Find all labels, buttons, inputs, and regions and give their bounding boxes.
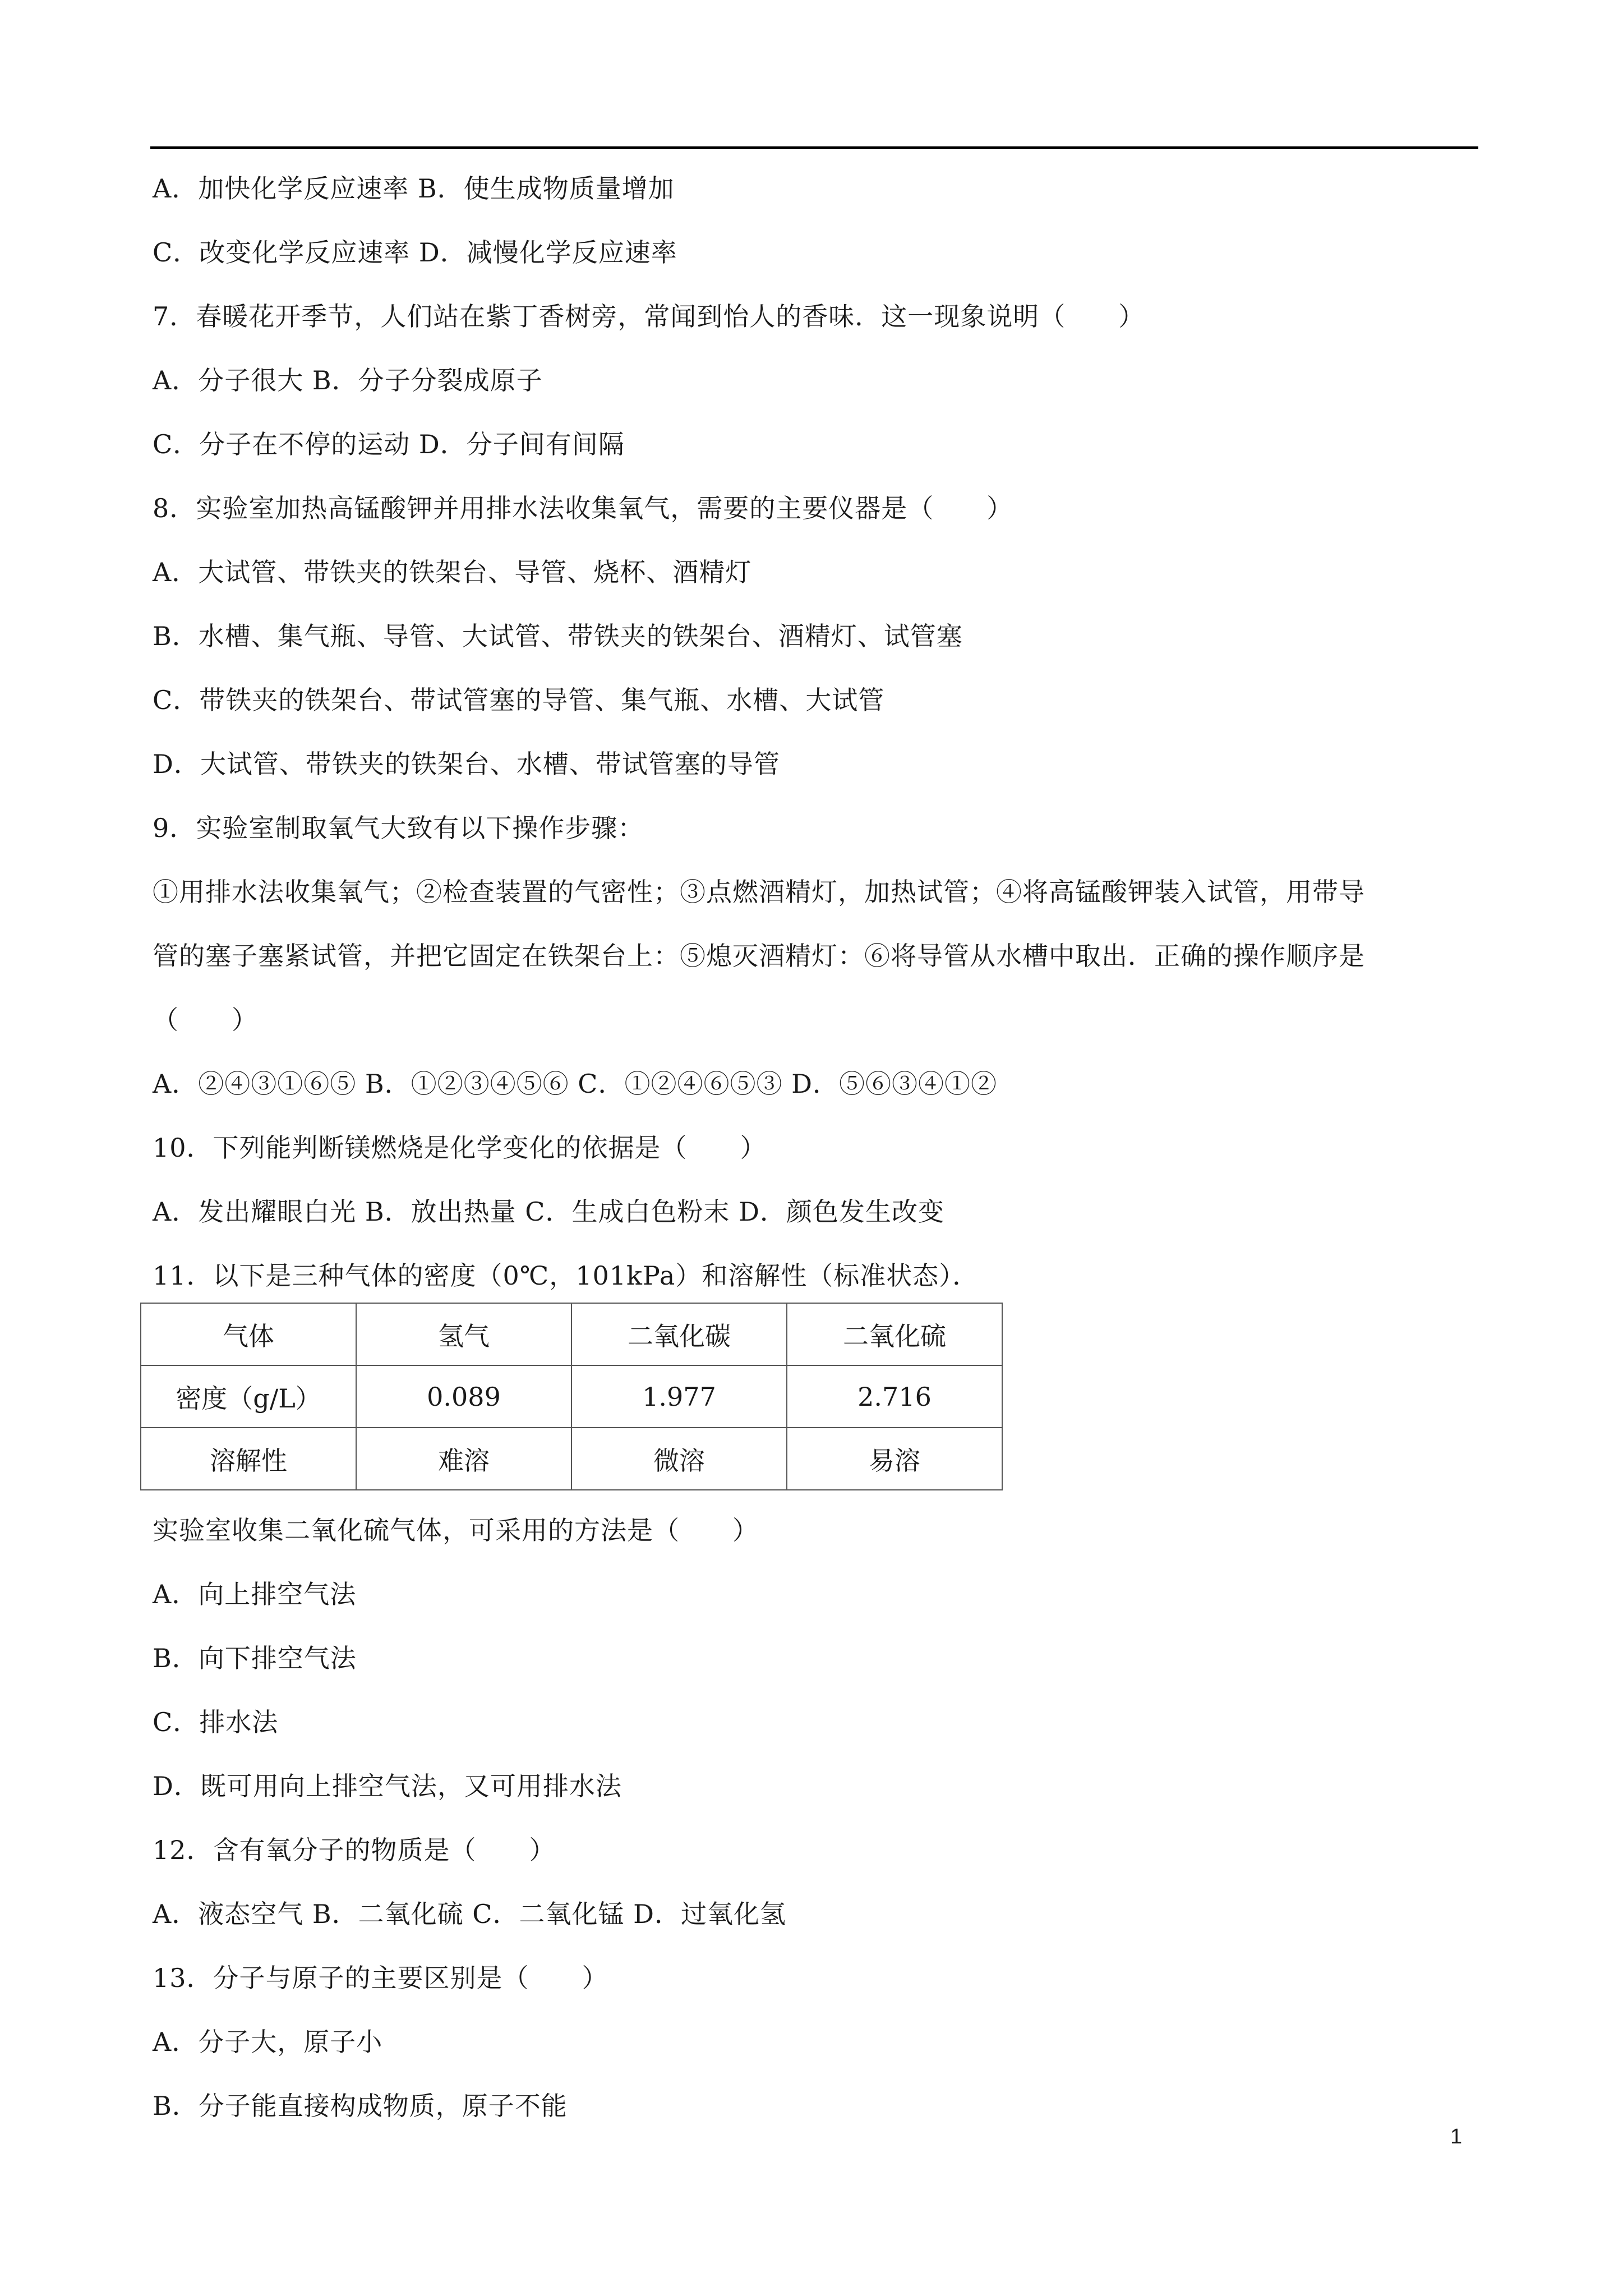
table-cell: 1.977 [571,1365,787,1428]
q7-option-ab: A．分子很大 B．分子分裂成原子 [153,365,543,395]
table-cell: 微溶 [571,1428,787,1490]
header-rule [150,146,1478,149]
table-row [141,1365,1002,1428]
table-cell: 氢气 [356,1303,571,1365]
table-cell: 二氧化硫 [787,1303,1002,1365]
q8-option-b: B．水槽、集气瓶、导管、大试管、带铁夹的铁架台、酒精灯、试管塞 [153,621,963,651]
q7-stem: 7．春暖花开季节，人们站在紫丁香树旁，常闻到怡人的香味．这一现象说明（ ） [153,301,1145,332]
table-cell: 密度（g/L） [141,1365,356,1428]
q6-option-cd: C．改变化学反应速率 D．减慢化学反应速率 [153,237,677,268]
table-row [141,1303,1002,1365]
q7-option-cd: C．分子在不停的运动 D．分子间有间隔 [153,429,625,459]
q8-option-a: A．大试管、带铁夹的铁架台、导管、烧杯、酒精灯 [153,557,752,587]
q8-option-d: D．大试管、带铁夹的铁架台、水槽、带试管塞的导管 [153,749,780,779]
q6-option-ab: A．加快化学反应速率 B．使生成物质量增加 [153,173,675,204]
q8-stem: 8．实验室加热高锰酸钾并用排水法收集氧气，需要的主要仪器是（ ） [153,493,1013,523]
q11-option-d: D．既可用向上排空气法，又可用排水法 [153,1771,622,1801]
q12-options: A．液态空气 B．二氧化硫 C．二氧化锰 D．过氧化氢 [153,1899,786,1929]
q9-blank: （ ） [153,1005,258,1035]
table-row [141,1428,1002,1490]
table-cell: 难溶 [356,1428,571,1490]
table-cell: 2.716 [787,1365,1002,1428]
q11-option-b: B．向下排空气法 [153,1643,357,1673]
table-cell: 二氧化碳 [571,1303,787,1365]
q11-option-a: A．向上排空气法 [153,1579,357,1609]
q10-stem: 10．下列能判断镁燃烧是化学变化的依据是（ ） [153,1133,767,1163]
q9-options: A．②④③①⑥⑤ B．①②③④⑤⑥ C．①②④⑥⑤③ D．⑤⑥③④①② [153,1069,997,1099]
gas-property-table [140,1303,1003,1490]
q10-options: A．发出耀眼白光 B．放出热量 C．生成白色粉末 D．颜色发生改变 [153,1197,944,1227]
page-number: 1 [1450,2125,1463,2148]
q11-option-c: C．排水法 [153,1707,279,1737]
q12-stem: 12．含有氧分子的物质是（ ） [153,1835,556,1865]
table-cell: 易溶 [787,1428,1002,1490]
q13-stem: 13．分子与原子的主要区别是（ ） [153,1963,608,1993]
table-cell: 气体 [141,1303,356,1365]
q13-option-b: B．分子能直接构成物质，原子不能 [153,2091,568,2121]
q13-option-a: A．分子大，原子小 [153,2027,383,2057]
q11-question: 实验室收集二氧化硫气体，可采用的方法是（ ） [153,1515,759,1545]
q9-stem: 9．实验室制取氧气大致有以下操作步骤： [153,813,644,843]
table-cell: 溶解性 [141,1428,356,1490]
q11-stem: 11．以下是三种气体的密度（0℃，101kPa）和溶解性（标准状态）． [153,1260,979,1291]
q9-steps-line-2: 管的塞子塞紧试管，并把它固定在铁架台上：⑤熄灭酒精灯：⑥将导管从水槽中取出．正确的操作顺序是 [153,941,1365,971]
q9-steps-line-1: ①用排水法收集氧气；②检查装置的气密性；③点燃酒精灯，加热试管；④将高锰酸钾装入试管，用带导 [153,877,1365,907]
table-cell: 0.089 [356,1365,571,1428]
q8-option-c: C．带铁夹的铁架台、带试管塞的导管、集气瓶、水槽、大试管 [153,685,885,715]
